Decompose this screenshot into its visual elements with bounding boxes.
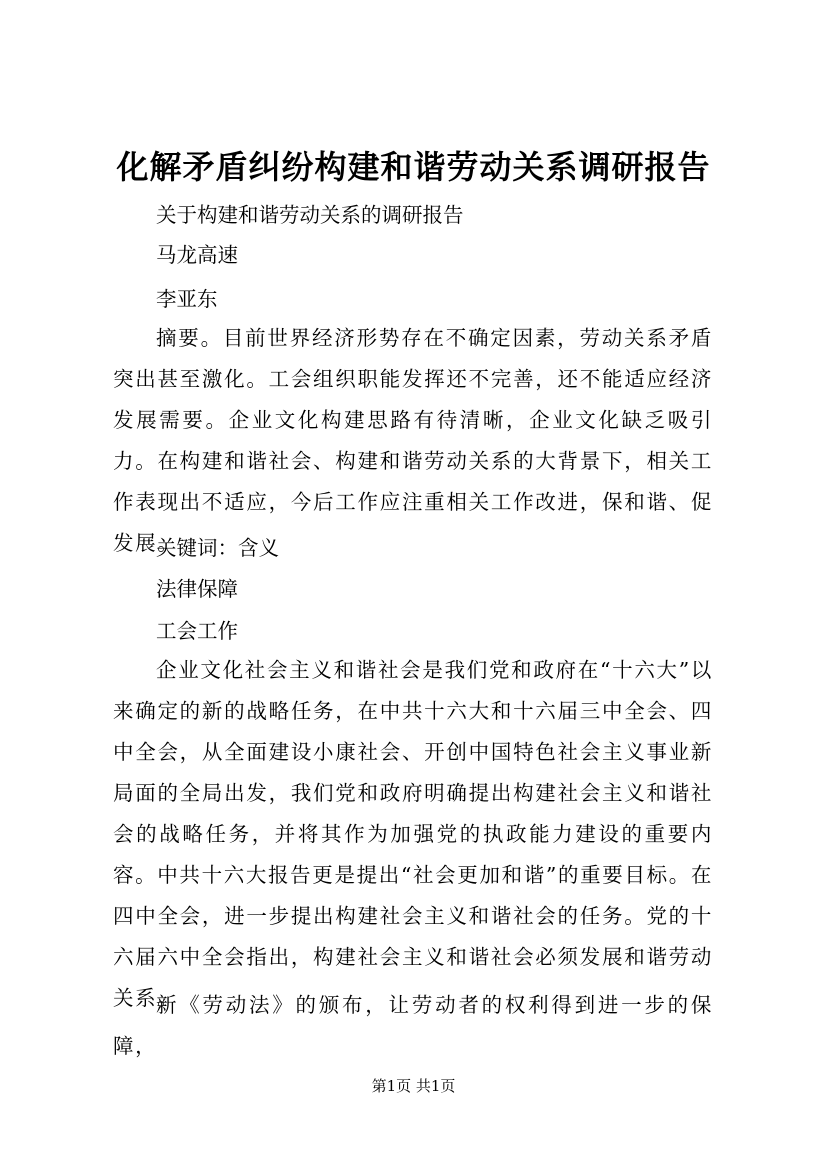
page-footer: 第1页 共1页 — [371, 1077, 456, 1095]
keywords-line: 关键词：含义 — [156, 536, 279, 560]
abstract-paragraph: 摘要。目前世界经济形势存在不确定因素，劳动关系矛盾突出甚至激化。工会组织职能发挥还不完善，还不能适应经济发展需要。企业文化构建思路有待清晰，企业文化缺乏吸引力。在构建和谐社会、构建和谐劳动关系的大背景下，相关工作表现出不适应，今后工作应注重相关工作改进，保和谐、促发展。 — [113, 326, 713, 555]
keyword-item: 工会工作 — [156, 619, 238, 643]
author-line-2: 李亚东 — [156, 287, 218, 311]
keyword-item: 法律保障 — [156, 577, 238, 601]
body-paragraph-1: 企业文化社会主义和谐社会是我们党和政府在“十六大”以来确定的新的战略任务，在中共十六大和十六届三中全会、四中全会，从全面建设小康社会、开创中国特色社会主义事业新局面的全局出发，我们党和政府明确提出构建社会主义和谐社会的战略任务，并将其作为加强党的执政能力建设的重要内容。中共十六大报告更是提出“社会更加和谐”的重要目标。在四中全会，进一步提出构建社会主义和谐社会的任务。党的十六届六中全会指出，构建社会主义和谐社会必须发展和谐劳动关系。 — [113, 658, 713, 1010]
document-subtitle: 关于构建和谐劳动关系的调研报告 — [156, 203, 464, 227]
body-paragraph-2: 新《劳动法》的颁布，让劳动者的权利得到进一步的保障， — [113, 993, 713, 1058]
document-title: 化解矛盾纠纷构建和谐劳动关系调研报告 — [116, 148, 711, 186]
author-line-1: 马龙高速 — [156, 243, 238, 267]
